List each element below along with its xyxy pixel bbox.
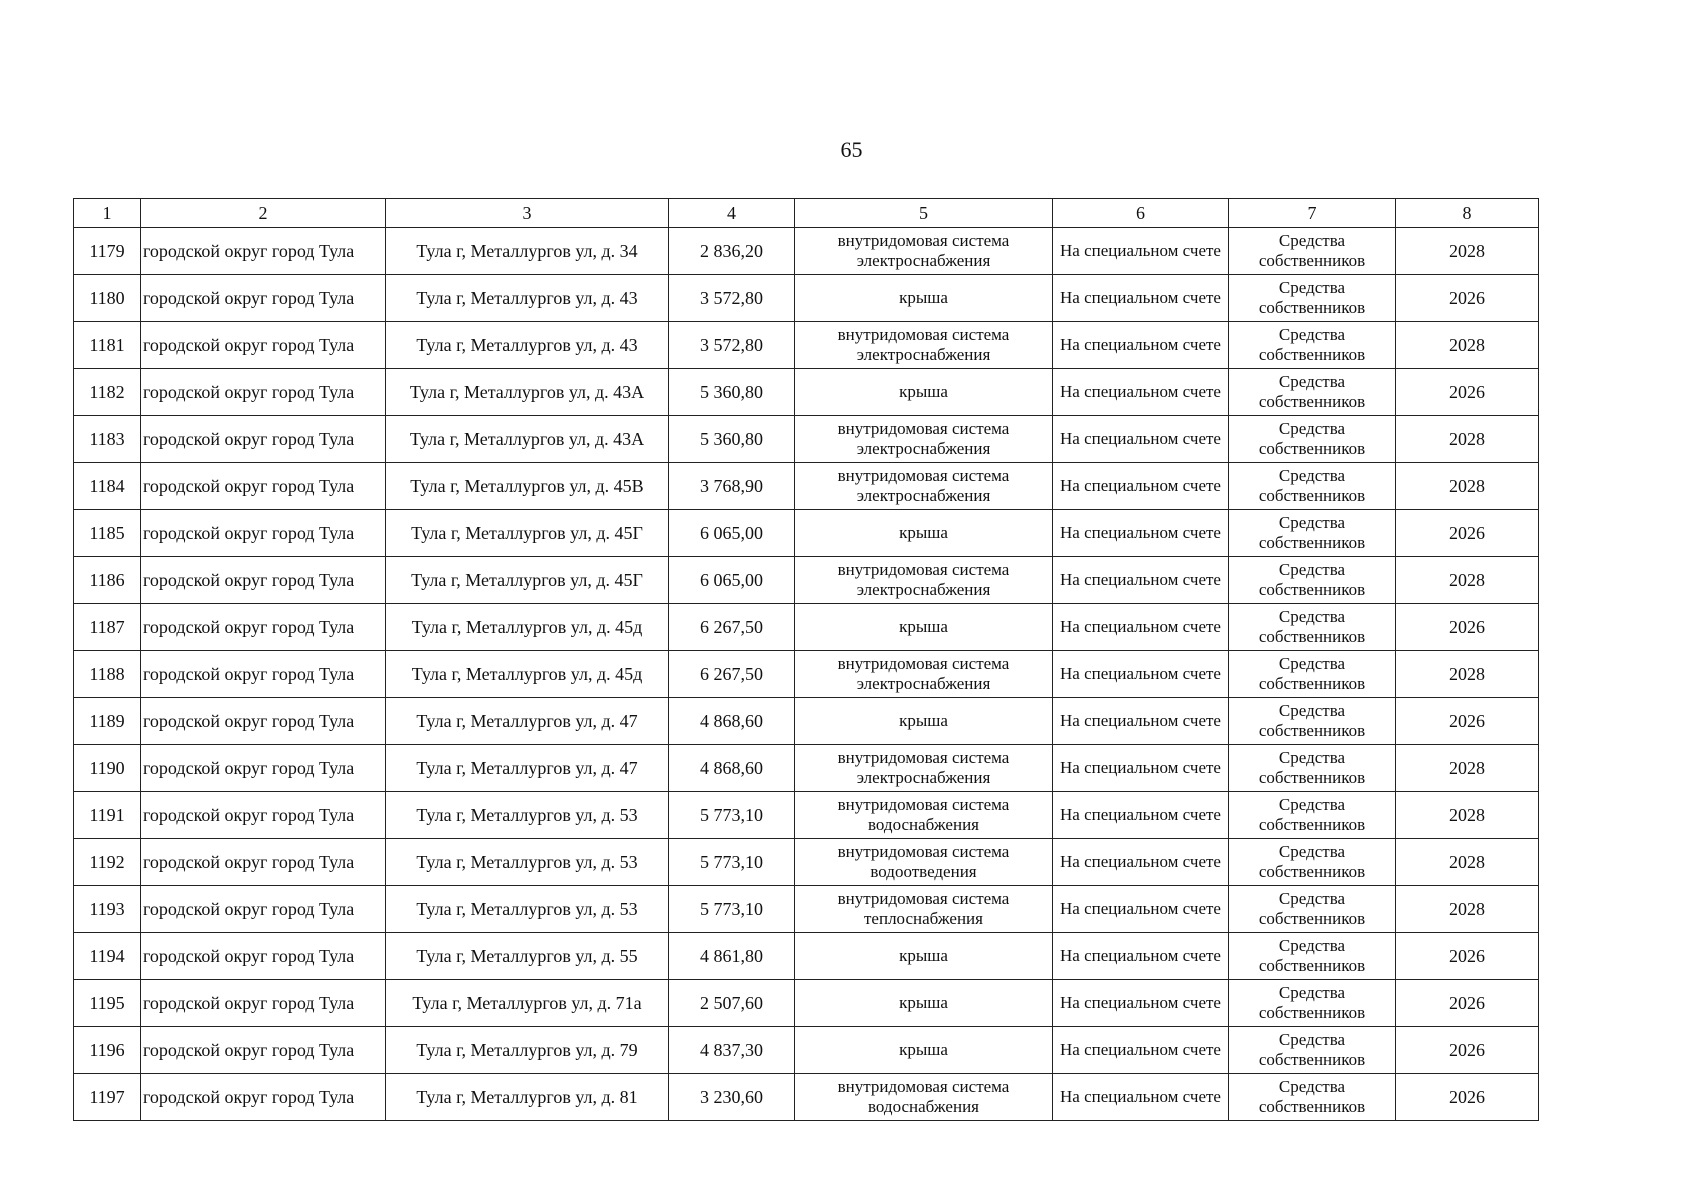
table-row bbox=[74, 1074, 1539, 1121]
area-cell: 3 572,80 bbox=[669, 275, 795, 322]
column-header: 3 bbox=[386, 199, 669, 228]
year-cell: 2026 bbox=[1396, 1027, 1539, 1074]
year-cell: 2028 bbox=[1396, 463, 1539, 510]
district-cell: городской округ город Тула bbox=[141, 1027, 386, 1074]
work-type-cell: крыша bbox=[795, 604, 1053, 651]
table-row bbox=[74, 792, 1539, 839]
work-type-cell: внутридомовая система водоснабжения bbox=[795, 1074, 1053, 1121]
row-number-cell: 1191 bbox=[74, 792, 141, 839]
district-cell: городской округ город Тула bbox=[141, 980, 386, 1027]
column-header: 1 bbox=[74, 199, 141, 228]
table-row bbox=[74, 839, 1539, 886]
area-cell: 6 065,00 bbox=[669, 557, 795, 604]
table-row bbox=[74, 510, 1539, 557]
row-number-cell: 1181 bbox=[74, 322, 141, 369]
work-type-cell: внутридомовая система электроснабжения bbox=[795, 745, 1053, 792]
area-cell: 5 773,10 bbox=[669, 792, 795, 839]
address-cell: Тула г, Металлургов ул, д. 43А bbox=[386, 369, 669, 416]
account-type-cell: На специальном счете bbox=[1053, 557, 1229, 604]
funding-source-cell: Средства собственников bbox=[1229, 416, 1396, 463]
work-type-cell: крыша bbox=[795, 369, 1053, 416]
account-type-cell: На специальном счете bbox=[1053, 275, 1229, 322]
district-cell: городской округ город Тула bbox=[141, 510, 386, 557]
address-cell: Тула г, Металлургов ул, д. 45Г bbox=[386, 557, 669, 604]
address-cell: Тула г, Металлургов ул, д. 45В bbox=[386, 463, 669, 510]
district-cell: городской округ город Тула bbox=[141, 463, 386, 510]
district-cell: городской округ город Тула bbox=[141, 275, 386, 322]
address-cell: Тула г, Металлургов ул, д. 79 bbox=[386, 1027, 669, 1074]
work-type-cell: внутридомовая система электроснабжения bbox=[795, 416, 1053, 463]
year-cell: 2028 bbox=[1396, 792, 1539, 839]
district-cell: городской округ город Тула bbox=[141, 322, 386, 369]
funding-source-cell: Средства собственников bbox=[1229, 463, 1396, 510]
address-cell: Тула г, Металлургов ул, д. 47 bbox=[386, 698, 669, 745]
area-cell: 4 837,30 bbox=[669, 1027, 795, 1074]
table-row bbox=[74, 980, 1539, 1027]
account-type-cell: На специальном счете bbox=[1053, 322, 1229, 369]
district-cell: городской округ город Тула bbox=[141, 792, 386, 839]
area-cell: 3 768,90 bbox=[669, 463, 795, 510]
area-cell: 3 230,60 bbox=[669, 1074, 795, 1121]
work-type-cell: внутридомовая система электроснабжения bbox=[795, 557, 1053, 604]
area-cell: 6 267,50 bbox=[669, 604, 795, 651]
work-type-cell: внутридомовая система электроснабжения bbox=[795, 651, 1053, 698]
work-type-cell: крыша bbox=[795, 510, 1053, 557]
table-row bbox=[74, 322, 1539, 369]
funding-source-cell: Средства собственников bbox=[1229, 698, 1396, 745]
district-cell: городской округ город Тула bbox=[141, 886, 386, 933]
page-number: 65 bbox=[840, 137, 863, 162]
work-type-cell: внутридомовая система электроснабжения bbox=[795, 228, 1053, 275]
table-row bbox=[74, 369, 1539, 416]
address-cell: Тула г, Металлургов ул, д. 55 bbox=[386, 933, 669, 980]
account-type-cell: На специальном счете bbox=[1053, 369, 1229, 416]
address-cell: Тула г, Металлургов ул, д. 43А bbox=[386, 416, 669, 463]
address-cell: Тула г, Металлургов ул, д. 45д bbox=[386, 651, 669, 698]
year-cell: 2026 bbox=[1396, 698, 1539, 745]
column-number-row bbox=[74, 199, 1539, 228]
account-type-cell: На специальном счете bbox=[1053, 651, 1229, 698]
district-cell: городской округ город Тула bbox=[141, 698, 386, 745]
row-number-cell: 1188 bbox=[74, 651, 141, 698]
work-type-cell: внутридомовая система электроснабжения bbox=[795, 463, 1053, 510]
table-body bbox=[74, 228, 1539, 1121]
funding-source-cell: Средства собственников bbox=[1229, 604, 1396, 651]
table-row bbox=[74, 275, 1539, 322]
account-type-cell: На специальном счете bbox=[1053, 416, 1229, 463]
work-type-cell: крыша bbox=[795, 275, 1053, 322]
table-row bbox=[74, 745, 1539, 792]
row-number-cell: 1183 bbox=[74, 416, 141, 463]
account-type-cell: На специальном счете bbox=[1053, 745, 1229, 792]
funding-source-cell: Средства собственников bbox=[1229, 1027, 1396, 1074]
column-header: 7 bbox=[1229, 199, 1396, 228]
year-cell: 2026 bbox=[1396, 1074, 1539, 1121]
funding-source-cell: Средства собственников bbox=[1229, 886, 1396, 933]
row-number-cell: 1189 bbox=[74, 698, 141, 745]
work-type-cell: внутридомовая система водоотведения bbox=[795, 839, 1053, 886]
year-cell: 2028 bbox=[1396, 745, 1539, 792]
table-row bbox=[74, 416, 1539, 463]
area-cell: 6 065,00 bbox=[669, 510, 795, 557]
work-type-cell: внутридомовая система водоснабжения bbox=[795, 792, 1053, 839]
district-cell: городской округ город Тула bbox=[141, 839, 386, 886]
account-type-cell: На специальном счете bbox=[1053, 698, 1229, 745]
table-row bbox=[74, 933, 1539, 980]
table-row bbox=[74, 604, 1539, 651]
year-cell: 2026 bbox=[1396, 980, 1539, 1027]
year-cell: 2026 bbox=[1396, 369, 1539, 416]
capital-repair-table bbox=[73, 198, 1539, 1121]
address-cell: Тула г, Металлургов ул, д. 81 bbox=[386, 1074, 669, 1121]
account-type-cell: На специальном счете bbox=[1053, 1027, 1229, 1074]
account-type-cell: На специальном счете bbox=[1053, 463, 1229, 510]
row-number-cell: 1190 bbox=[74, 745, 141, 792]
funding-source-cell: Средства собственников bbox=[1229, 275, 1396, 322]
year-cell: 2028 bbox=[1396, 839, 1539, 886]
row-number-cell: 1184 bbox=[74, 463, 141, 510]
year-cell: 2028 bbox=[1396, 416, 1539, 463]
work-type-cell: крыша bbox=[795, 980, 1053, 1027]
area-cell: 3 572,80 bbox=[669, 322, 795, 369]
district-cell: городской округ город Тула bbox=[141, 228, 386, 275]
area-cell: 5 773,10 bbox=[669, 886, 795, 933]
year-cell: 2026 bbox=[1396, 510, 1539, 557]
row-number-cell: 1194 bbox=[74, 933, 141, 980]
year-cell: 2026 bbox=[1396, 604, 1539, 651]
address-cell: Тула г, Металлургов ул, д. 43 bbox=[386, 275, 669, 322]
district-cell: городской округ город Тула bbox=[141, 557, 386, 604]
district-cell: городской округ город Тула bbox=[141, 933, 386, 980]
area-cell: 5 360,80 bbox=[669, 416, 795, 463]
row-number-cell: 1185 bbox=[74, 510, 141, 557]
work-type-cell: крыша bbox=[795, 698, 1053, 745]
work-type-cell: крыша bbox=[795, 1027, 1053, 1074]
work-type-cell: крыша bbox=[795, 933, 1053, 980]
account-type-cell: На специальном счете bbox=[1053, 228, 1229, 275]
funding-source-cell: Средства собственников bbox=[1229, 557, 1396, 604]
table-row bbox=[74, 228, 1539, 275]
funding-source-cell: Средства собственников bbox=[1229, 322, 1396, 369]
district-cell: городской округ город Тула bbox=[141, 416, 386, 463]
funding-source-cell: Средства собственников bbox=[1229, 651, 1396, 698]
work-type-cell: внутридомовая система теплоснабжения bbox=[795, 886, 1053, 933]
address-cell: Тула г, Металлургов ул, д. 53 bbox=[386, 839, 669, 886]
account-type-cell: На специальном счете bbox=[1053, 886, 1229, 933]
district-cell: городской округ город Тула bbox=[141, 369, 386, 416]
area-cell: 4 868,60 bbox=[669, 698, 795, 745]
district-cell: городской округ город Тула bbox=[141, 1074, 386, 1121]
row-number-cell: 1192 bbox=[74, 839, 141, 886]
address-cell: Тула г, Металлургов ул, д. 47 bbox=[386, 745, 669, 792]
funding-source-cell: Средства собственников bbox=[1229, 510, 1396, 557]
funding-source-cell: Средства собственников bbox=[1229, 933, 1396, 980]
row-number-cell: 1195 bbox=[74, 980, 141, 1027]
year-cell: 2028 bbox=[1396, 228, 1539, 275]
area-cell: 5 360,80 bbox=[669, 369, 795, 416]
table-row bbox=[74, 1027, 1539, 1074]
table-row bbox=[74, 557, 1539, 604]
address-cell: Тула г, Металлургов ул, д. 71а bbox=[386, 980, 669, 1027]
table-row bbox=[74, 698, 1539, 745]
table-row bbox=[74, 651, 1539, 698]
column-header: 2 bbox=[141, 199, 386, 228]
year-cell: 2026 bbox=[1396, 275, 1539, 322]
address-cell: Тула г, Металлургов ул, д. 43 bbox=[386, 322, 669, 369]
table-row bbox=[74, 886, 1539, 933]
area-cell: 4 868,60 bbox=[669, 745, 795, 792]
area-cell: 2 507,60 bbox=[669, 980, 795, 1027]
funding-source-cell: Средства собственников bbox=[1229, 228, 1396, 275]
area-cell: 6 267,50 bbox=[669, 651, 795, 698]
account-type-cell: На специальном счете bbox=[1053, 980, 1229, 1027]
row-number-cell: 1179 bbox=[74, 228, 141, 275]
funding-source-cell: Средства собственников bbox=[1229, 369, 1396, 416]
funding-source-cell: Средства собственников bbox=[1229, 1074, 1396, 1121]
row-number-cell: 1186 bbox=[74, 557, 141, 604]
district-cell: городской округ город Тула bbox=[141, 651, 386, 698]
row-number-cell: 1182 bbox=[74, 369, 141, 416]
year-cell: 2028 bbox=[1396, 322, 1539, 369]
column-header: 6 bbox=[1053, 199, 1229, 228]
address-cell: Тула г, Металлургов ул, д. 53 bbox=[386, 886, 669, 933]
area-cell: 2 836,20 bbox=[669, 228, 795, 275]
year-cell: 2026 bbox=[1396, 933, 1539, 980]
row-number-cell: 1196 bbox=[74, 1027, 141, 1074]
funding-source-cell: Средства собственников bbox=[1229, 745, 1396, 792]
address-cell: Тула г, Металлургов ул, д. 34 bbox=[386, 228, 669, 275]
account-type-cell: На специальном счете bbox=[1053, 510, 1229, 557]
district-cell: городской округ город Тула bbox=[141, 745, 386, 792]
funding-source-cell: Средства собственников bbox=[1229, 980, 1396, 1027]
year-cell: 2028 bbox=[1396, 651, 1539, 698]
funding-source-cell: Средства собственников bbox=[1229, 839, 1396, 886]
row-number-cell: 1187 bbox=[74, 604, 141, 651]
district-cell: городской округ город Тула bbox=[141, 604, 386, 651]
account-type-cell: На специальном счете bbox=[1053, 604, 1229, 651]
column-header: 5 bbox=[795, 199, 1053, 228]
year-cell: 2028 bbox=[1396, 557, 1539, 604]
address-cell: Тула г, Металлургов ул, д. 53 bbox=[386, 792, 669, 839]
column-header: 8 bbox=[1396, 199, 1539, 228]
account-type-cell: На специальном счете bbox=[1053, 792, 1229, 839]
row-number-cell: 1180 bbox=[74, 275, 141, 322]
work-type-cell: внутридомовая система электроснабжения bbox=[795, 322, 1053, 369]
account-type-cell: На специальном счете bbox=[1053, 1074, 1229, 1121]
column-header: 4 bbox=[669, 199, 795, 228]
address-cell: Тула г, Металлургов ул, д. 45д bbox=[386, 604, 669, 651]
area-cell: 5 773,10 bbox=[669, 839, 795, 886]
funding-source-cell: Средства собственников bbox=[1229, 792, 1396, 839]
account-type-cell: На специальном счете bbox=[1053, 839, 1229, 886]
account-type-cell: На специальном счете bbox=[1053, 933, 1229, 980]
year-cell: 2028 bbox=[1396, 886, 1539, 933]
address-cell: Тула г, Металлургов ул, д. 45Г bbox=[386, 510, 669, 557]
table-row bbox=[74, 463, 1539, 510]
row-number-cell: 1197 bbox=[74, 1074, 141, 1121]
row-number-cell: 1193 bbox=[74, 886, 141, 933]
area-cell: 4 861,80 bbox=[669, 933, 795, 980]
